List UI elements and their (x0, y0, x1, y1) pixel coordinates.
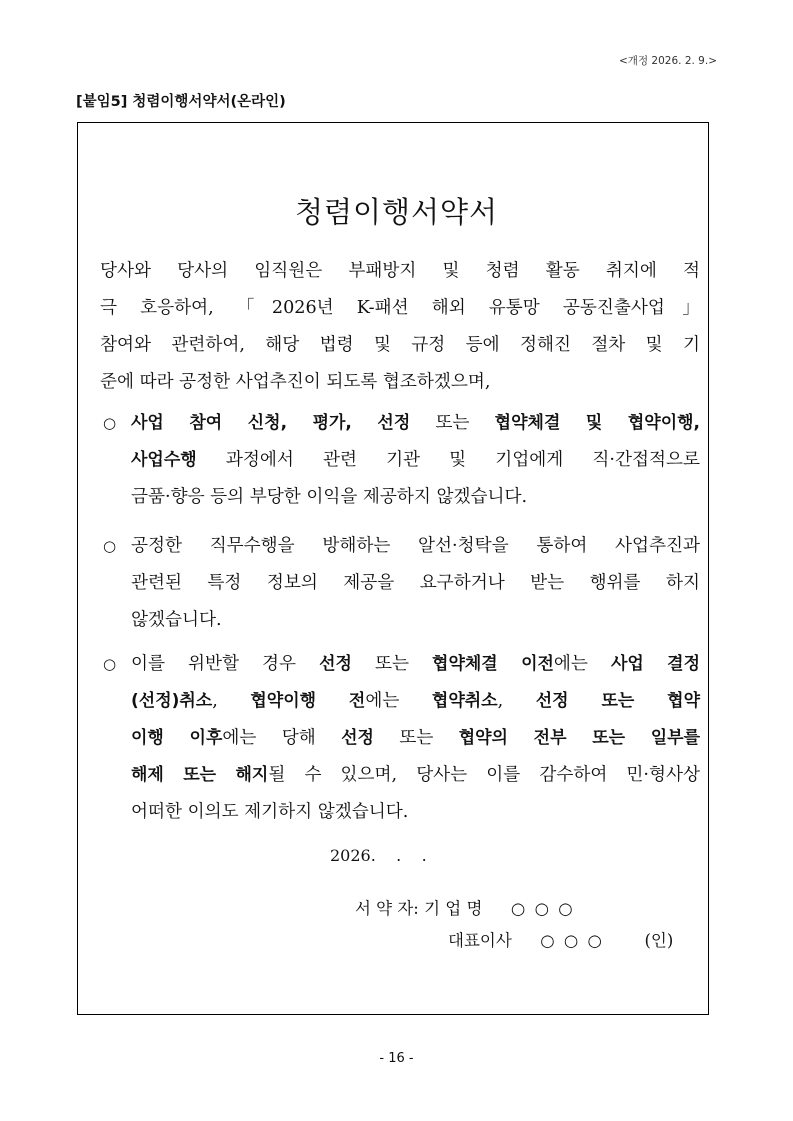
bold-text: 사업 결정 (610, 654, 701, 674)
bullet-circle: ○ (103, 655, 117, 673)
text: 에는 (553, 654, 611, 674)
bold-text: 이행 이후 (131, 728, 223, 748)
bold-text: 사업 참여 신청, 평가, 선정 (131, 413, 411, 433)
bold-text: 사업수행 (131, 450, 197, 470)
attachment-label: [붙임5] 청렴이행서약서(온라인) (76, 94, 286, 110)
seal-mark: (인) (644, 931, 674, 950)
bold-text: 선정 (341, 728, 374, 748)
text: 또는 (351, 654, 433, 674)
text: 에는 (365, 691, 432, 711)
pledge-line: 어떠한 이의도 제기하지 않겠습니다. (131, 802, 409, 822)
page-number: - 16 - (379, 1051, 414, 1066)
ceo-value: ○ ○ ○ (540, 931, 604, 950)
bullet-circle: ○ (103, 537, 117, 555)
intro-line: 참여와 관련하여, 해당 법령 및 규정 등에 정해진 절차 및 기 (100, 335, 700, 355)
ceo-label: 대표이사 (448, 931, 512, 950)
intro-line: 극 호응하여, 「2026년 K-패션 해외 유통망 공동진출사업」 (100, 298, 700, 318)
text: 될 수 있으며, 당사는 이를 감수하여 민·형사상 (268, 765, 700, 785)
text: 과정에서 관련 기관 및 기업에게 직·간접적으로 (196, 450, 700, 470)
text: 또는 (410, 413, 495, 433)
pledge-item-2 (103, 528, 700, 639)
pledge-line (103, 683, 700, 720)
bold-text: 협약체결 및 협약이행, (494, 413, 700, 433)
signer-value: ○ ○ ○ (510, 899, 575, 918)
signer-row (355, 895, 575, 919)
pledge-line (103, 720, 700, 757)
text: 공정한 직무수행을 방해하는 알선·청탁을 통하여 사업추진과 (131, 536, 700, 556)
ceo-row (448, 927, 673, 951)
intro-paragraph (100, 253, 700, 401)
pledge-line (103, 405, 700, 442)
bold-text: 해제 또는 해지 (131, 765, 269, 785)
bold-text: 협약체결 이전 (432, 654, 554, 674)
bold-text: 선정 또는 협약 (535, 691, 701, 711)
intro-line: 당사와 당사의 임직원은 부패방지 및 청렴 활동 취지에 적 (100, 261, 700, 281)
pledge-line: 금품·향응 등의 부당한 이익을 제공하지 않겠습니다. (131, 487, 528, 507)
document-title: 청렴이행서약서 (294, 195, 499, 229)
pledge-item-1 (103, 405, 700, 516)
bold-text: 선정 (319, 654, 352, 674)
bold-text: 협약의 전부 또는 일부를 (458, 728, 700, 748)
text: , (212, 691, 251, 711)
pledge-line (103, 757, 700, 794)
text: 에는 당해 (222, 728, 342, 748)
pledge-line: 않겠습니다. (131, 610, 222, 630)
text: , (497, 691, 536, 711)
bold-text: (선정)취소 (131, 691, 213, 711)
pledge-date: 2026. . . (330, 846, 427, 865)
text: 또는 (373, 728, 459, 748)
signer-label: 서 약 자: 기 업 명 (355, 899, 483, 918)
bold-text: 협약취소 (431, 691, 498, 711)
pledge-line (103, 528, 700, 565)
bullet-circle: ○ (103, 414, 117, 432)
pledge-line (103, 442, 700, 479)
intro-line: 준에 따라 공정한 사업추진이 되도록 협조하겠으며, (100, 372, 491, 392)
pledge-line: 관련된 특정 정보의 제공을 요구하거나 받는 행위를 하지 (131, 573, 700, 593)
pledge-line (103, 646, 700, 683)
text: 이를 위반할 경우 (131, 654, 320, 674)
revision-date: <개정 2026. 2. 9.> (619, 55, 717, 67)
pledge-item-3 (103, 646, 700, 831)
bold-text: 협약이행 전 (250, 691, 366, 711)
